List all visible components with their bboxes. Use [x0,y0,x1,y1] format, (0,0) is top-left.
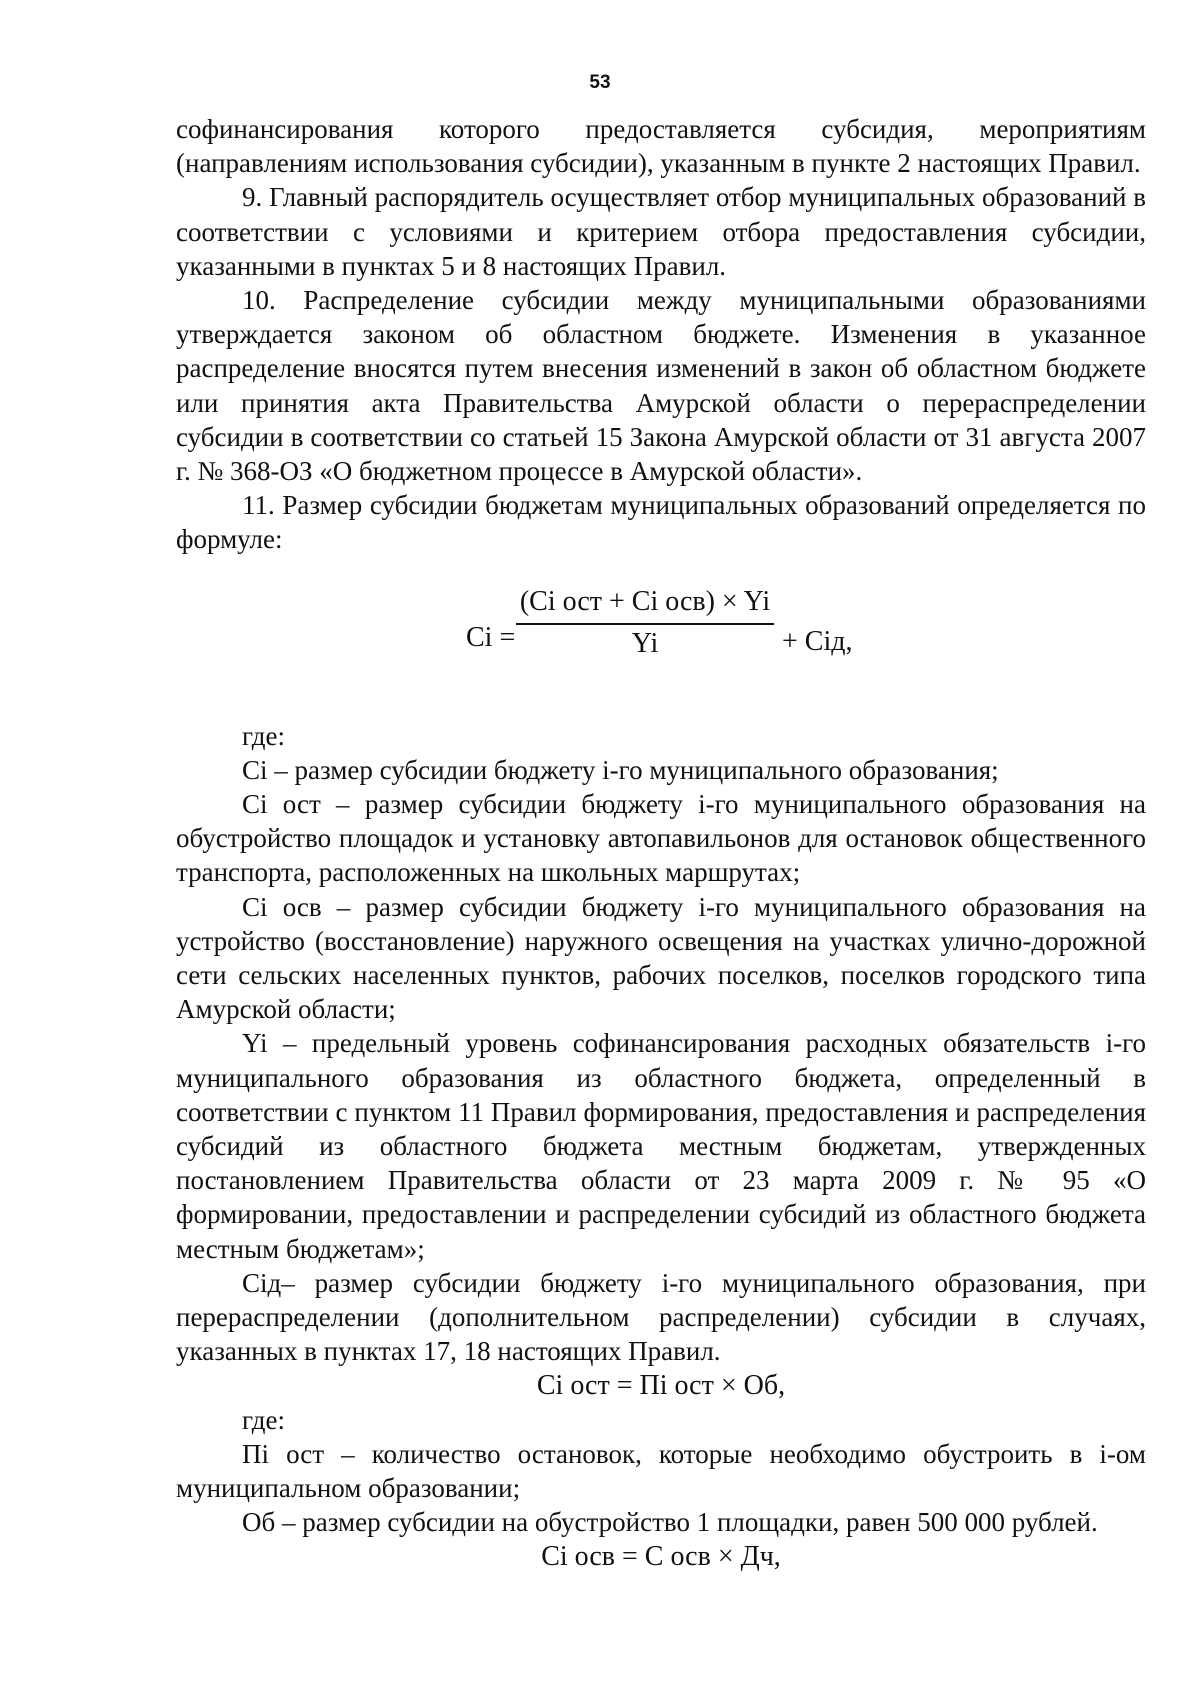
definition-yi: Yi – предельный уровень софинансирования расходных обязательств i-го муниципального образования из областного бюджета, определенный в соответствии с пунктом 11 Правил формирования, предоставления и распределения субсидий из областного бюджета местным бюджетам, утвержденных постановлением Правительства области от 23 марта 2009 г. № 95 «О формировании, предоставлении и распределении субсидий из областного бюджета местным бюджетам»; [176,1028,1146,1264]
subsidy-formula [176,585,1146,693]
definition-pi-ost: Пi ост – количество остановок, которые необходимо обустроить в i-ом муниципальном образовании; [176,1438,1146,1504]
page-number: 53 [589,72,611,93]
formula-numerator: (Ci ост + Ci осв) × Yi [519,585,771,617]
formula-ci-ost: Ci ост = Пi ост × Об, [536,1369,786,1401]
definition-ci-osv: Ci осв – размер субсидии бюджету i-го муниципального образования на устройство (восстановление) наружного освещения на участках улично-дорожной сети сельских населенных пунктов, рабочих поселков, поселков городского типа Амурской области; [176,891,1146,1025]
definition-where-2: где: [242,1404,285,1435]
paragraph-item-11: 11. Размер субсидии бюджетам муниципальных образований определяется по формуле: [176,490,1146,555]
definition-cid: Ciд– размер субсидии бюджету i-го муниципального образования, при перераспределении (дополнительном распределении) субсидии в случаях, указанных в пунктах 17, 18 настоящих Правил. [176,1267,1146,1367]
definition-ci-ost: Ci ост – размер субсидии бюджету i-го муниципального образования на обустройство площадок и установку автопавильонов для остановок общественного транспорта, расположенных на школьных маршрутах; [176,789,1146,888]
definition-ci: Ci – размер субсидии бюджету i-го муниципального образования; [242,754,999,785]
formula-rhs: + Ciд, [782,625,853,657]
formula-lhs: Ci = [466,621,516,653]
definition-ob: Об – размер субсидии на обустройство 1 площадки, равен 500 000 рублей. [242,1507,1098,1538]
document-body [176,112,1146,1574]
paragraph-item-9: 9. Главный распорядитель осуществляет отбор муниципальных образований в соответствии с условиями и критерием отбора предоставления субсидии, указанными в пунктах 5 и 8 настоящих Правил. [176,182,1146,281]
paragraph-item-10: 10. Распределение субсидии между муниципальными образованиями утверждается законом об областном бюджете. Изменения в указанное распределение вносятся путем внесения изменений в закон об областном бюджете или принятия акта Правительства Амурской области о перераспределении субсидии в соответствии со статьей 15 Закона Амурской области от 31 августа 2007 г. № 368-ОЗ «О бюджетном процессе в Амурской области». [176,285,1146,487]
definition-where: где: [242,720,285,751]
formula-denominator: Yi [631,627,659,659]
formula-ci-osv: Ci осв = С осв × Дч, [541,1540,781,1572]
paragraph-continuation: софинансирования которого предоставляется субсидия, мероприятиям (направлениям использования субсидии), указанным в пункте 2 настоящих Правил. [176,114,1146,179]
formula-fraction [514,585,776,661]
